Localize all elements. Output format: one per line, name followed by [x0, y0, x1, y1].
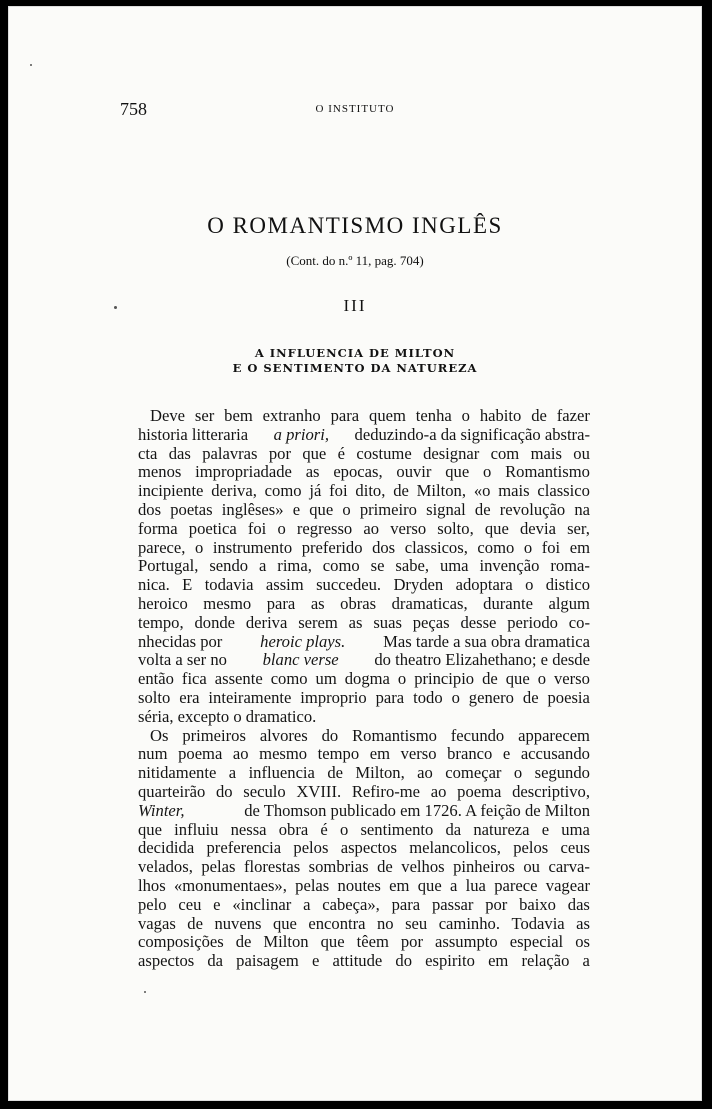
section-number: III	[343, 296, 367, 315]
text-line: forma poetica foi o regresso ao verso solto, que devia ser,	[138, 518, 590, 538]
text-line: Winter, de Thomson publicado em 1726. A feição de Milton	[138, 800, 590, 820]
text-line: composições de Milton que têem por assumpto especial os	[138, 932, 590, 952]
text-line: Deve ser bem extranho para quem tenha o habito de fazer	[150, 406, 590, 425]
text-line: cta das palavras por que é costume designar com mais ou	[138, 443, 590, 463]
text-line: Os primeiros alvores do Romantismo fecundo apparecem	[150, 725, 590, 745]
running-title: O INSTITUTO	[315, 103, 395, 115]
text-line: decidida preferencia pelos aspectos melancolicos, pelos ceus	[138, 838, 590, 858]
paragraph	[138, 727, 590, 971]
document-page	[8, 6, 702, 1101]
text-line: vagas de nuvens que encontra no seu caminho. Todavia as	[138, 913, 590, 933]
text-line: heroico mesmo para as obras dramaticas, durante algum	[138, 593, 590, 613]
paper-speck	[144, 991, 146, 993]
text-line: incipiente deriva, como já foi dito, de Milton, «o mais classico	[138, 481, 590, 501]
text-line: então fica assente como um dogma o principio de que o verso	[138, 669, 590, 689]
text-line: tempo, donde deriva serem as suas peças desse periodo co-	[138, 612, 590, 632]
text-line: historia litteraria a priori, deduzindo-a da significação abstra-	[138, 424, 590, 444]
text-line: séria, excepto o dramatico.	[138, 706, 317, 726]
section-heading-line: A INFLUENCIA DE MILTON	[254, 346, 456, 360]
paragraph	[138, 407, 590, 727]
text-line: que influiu nessa obra é o sentimento da natureza e uma	[138, 819, 590, 839]
text-line: volta a ser no blanc verse do theatro Elizahethano; e desde	[138, 650, 590, 670]
paper-speck	[114, 306, 117, 309]
text-line: Portugal, sendo a rima, como se sabe, uma invenção roma-	[138, 556, 590, 576]
body-text	[138, 407, 590, 971]
text-line: solto era inteiramente improprio para todo o genero de poesia	[138, 687, 590, 707]
text-line: lhos «monumentaes», pelas noutes em que a lua parece vagear	[138, 875, 590, 895]
section-heading-line: E O SENTIMENTO DA NATUREZA	[232, 361, 478, 375]
text-line: nhecidas por heroic plays. Mas tarde a sua obra dramatica	[138, 631, 590, 651]
italic-phrase: blanc verse	[262, 650, 339, 670]
text-line: dos poetas inglêses» e que o primeiro signal de revolução na	[138, 499, 590, 519]
article-subtitle: (Cont. do n.º 11, pag. 704)	[286, 253, 424, 268]
italic-phrase: Winter,	[138, 800, 185, 820]
text-line: nica. E todavia assim succedeu. Dryden adoptara o distico	[138, 575, 590, 595]
article-title: O ROMANTISMO INGLÊS	[207, 213, 503, 238]
page-number: 758	[120, 99, 147, 119]
page-header	[120, 99, 590, 123]
italic-phrase: heroic plays.	[260, 631, 346, 651]
text-line: menos impropriadade as epocas, ouvir que o Romantismo	[138, 462, 590, 482]
paper-speck	[30, 64, 32, 66]
text-line: pelo ceu e «inclinar a cabeça», para passar por baixo das	[138, 894, 590, 914]
text-line: nitidamente a influencia de Milton, ao começar o segundo	[138, 763, 590, 783]
text-line: aspectos da paisagem e attitude do espirito em relação a	[138, 951, 590, 971]
italic-phrase: a priori,	[273, 424, 329, 444]
text-line: num poema ao mesmo tempo em verso branco e accusando	[138, 744, 590, 764]
text-line: quarteirão do seculo XVIII. Refiro-me ao poema descriptivo,	[138, 781, 590, 801]
text-line: velados, pelas florestas sombrias de velhos pinheiros ou carva-	[138, 857, 590, 877]
text-line: parece, o instrumento preferido dos classicos, como o foi em	[138, 537, 590, 557]
section-heading	[8, 346, 702, 376]
